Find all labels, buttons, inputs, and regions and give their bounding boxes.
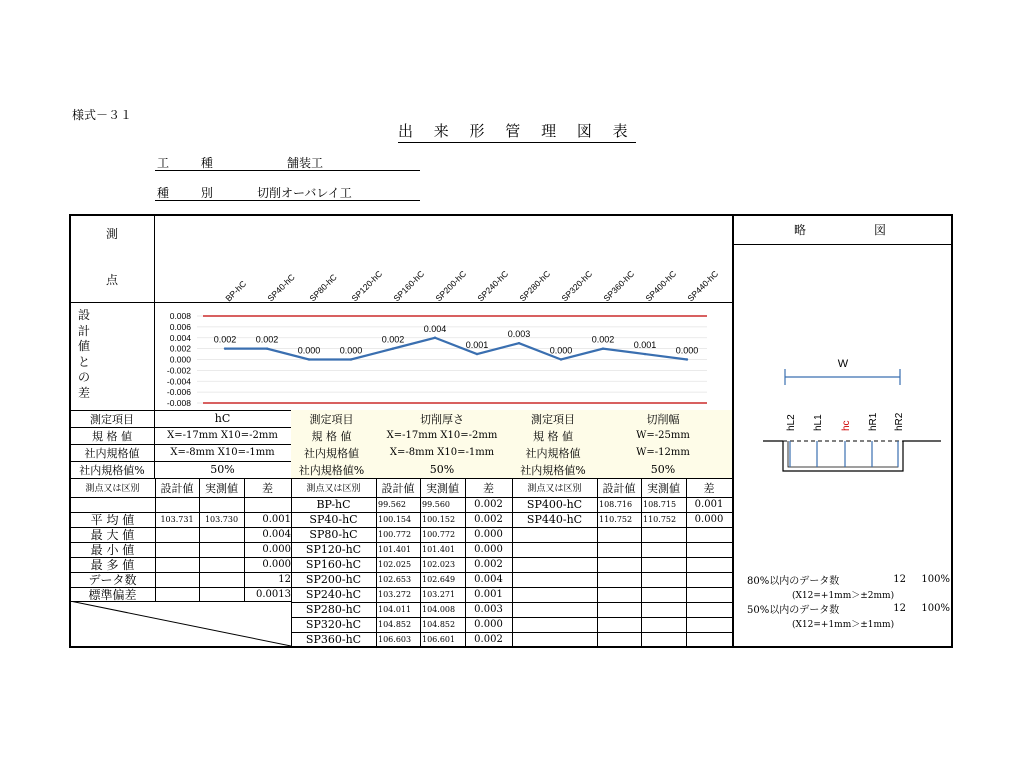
row-station: SP40-hC [309,513,358,526]
table-rule [70,497,291,498]
row-measured: 102.023 [422,560,456,569]
cut-profile [783,441,903,471]
spec-label: 社内規格値% [512,461,594,478]
row-measured: 100.772 [422,530,456,539]
stat-diff: 0.004 [262,529,291,540]
spec-value: W=-12mm [594,444,732,461]
sub-header-station: 測点又は区別 [306,484,361,494]
measure-point-label: hR2 [894,412,905,431]
category-tick-label: SP200-hC [433,268,469,304]
spec-value: X=-17mm X10=-2mm [167,430,278,441]
r50-note: (X12=+1mm＞±1mm) [792,619,895,630]
row-design: 104.852 [378,620,412,629]
row-diff: 0.000 [694,514,724,525]
stat-diff: 12 [278,574,291,585]
row-diff: 0.002 [474,559,503,570]
stat-label: データ数 [88,573,137,587]
category-tick-label: SP160-hC [391,268,427,304]
row-station: SP120-hC [305,543,362,556]
row-station: SP360-hC [305,633,362,646]
sub-header-design: 設計値 [381,481,415,495]
y-tick-label: -0.004 [166,376,191,387]
stat-measured [199,587,244,602]
y-tick-label: 0.002 [169,343,191,354]
stat-label: 標準偏差 [88,588,137,602]
sub-header-diff: 差 [262,481,273,495]
category-tick-label: SP360-hC [601,268,637,304]
row-diff: 0.001 [474,589,503,600]
y-axis-char: 値 [78,339,91,353]
row-design: 102.025 [378,560,412,569]
spec-label: 社内規格値% [79,463,145,477]
spec-value: 50% [210,463,235,476]
stat-diff: 0.0013 [256,589,291,600]
spec-label: 規 格 値 [291,427,372,444]
measure-point-label: hc [841,420,852,431]
data-point [602,347,604,349]
row-measured: 106.601 [422,635,456,644]
stat-design: 103.731 [160,515,194,524]
y-tick-label: -0.008 [166,398,191,408]
row-station: SP80-hC [309,528,358,541]
stat-measured: 103.730 [204,515,239,524]
row-design: 100.772 [378,530,412,539]
category-tick-label: SP240-hC [475,268,511,304]
data-point [266,347,268,349]
sub-header-diff: 差 [703,481,715,495]
r80-label: 80%以内のデータ数 [747,575,840,586]
data-point [308,358,310,360]
category-tick-label: SP320-hC [559,268,595,304]
data-label: 0.002 [213,334,237,345]
sub-header-station: 測点又は区別 [85,484,140,494]
ryakuzu-label-2: 図 [873,222,886,237]
data-label: 0.002 [591,334,615,345]
row-design: 100.154 [378,515,412,524]
r50-count: 12 [893,602,906,614]
stat-diff: 0.000 [262,559,291,570]
row-station: SP320-hC [305,618,362,631]
spec-label: 測定項目 [512,410,594,427]
y-axis-char: と [78,354,91,369]
row-station: SP280-hC [305,603,362,616]
stat-design [155,542,199,557]
work-type-label: 工 種 [157,156,227,170]
spec-value: W=-25mm [594,427,732,444]
row-design: 103.272 [378,590,412,599]
sub-header-measured: 実測値 [426,481,459,495]
row-design: 106.603 [378,635,412,644]
stat-measured [199,542,244,557]
stat-measured [199,557,244,572]
empty-cell-diagonal [70,601,291,646]
data-label: 0.001 [465,340,489,351]
stat-label: 最 多 値 [90,558,135,572]
work-type-value: 舗装工 [287,156,324,170]
y-axis-char: 計 [78,323,91,338]
row-measured: 101.401 [422,545,456,554]
cross-section-diagram [733,245,951,485]
category-tick-label: SP440-hC [685,268,721,304]
stat-design [155,527,199,542]
spec-label: 社内規格値 [84,446,140,460]
stat-design [155,572,199,587]
sub-header-design: 設計値 [602,481,636,495]
stat-measured [199,527,244,542]
row-measured: 110.752 [643,515,677,524]
row-diff: 0.002 [474,634,503,645]
row-station: BP-hC [316,498,351,511]
y-tick-label: -0.006 [166,387,191,398]
category-tick-label: SP40-hC [265,271,297,304]
y-tick-label: 0.000 [169,354,191,365]
r50-label: 50%以内のデータ数 [747,604,840,615]
data-point [476,353,478,355]
row-station: SP400-hC [526,498,583,511]
sokuten-label-1: 測 [105,226,118,241]
stat-design [155,557,199,572]
stat-label: 平 均 値 [90,513,135,527]
y-tick-label: 0.008 [169,311,191,321]
category-tick-label: SP400-hC [643,268,679,304]
stat-label: 最 大 値 [90,528,135,542]
stat-diff: 0.001 [262,514,291,525]
stat-measured [199,572,244,587]
y-tick-label: 0.006 [169,321,191,332]
row-design: 101.401 [378,545,412,554]
category-label: 種 別 [157,186,227,200]
y-axis-char: 差 [78,385,91,400]
row-measured: 100.152 [422,515,456,524]
row-design: 108.716 [599,500,633,509]
spec-label: 測定項目 [291,410,372,427]
row-diff: 0.000 [474,529,503,540]
category-row [155,184,420,201]
stat-diff: 0.000 [262,544,291,555]
r80-count: 12 [893,573,906,585]
row-diff: 0.004 [474,574,503,585]
row-station: SP440-hC [526,513,583,526]
spec-label: 測定項目 [90,412,134,426]
measure-point-label: hL1 [813,414,824,431]
row-measured: 108.715 [643,500,677,509]
category-tick-label: SP280-hC [517,268,553,304]
data-label: 0.000 [339,345,363,356]
sub-header-measured: 実測値 [205,481,238,495]
spec-value: 50% [372,461,512,478]
row-measured: 99.560 [422,500,450,509]
y-axis-char: 設 [78,308,91,322]
data-label: 0.003 [507,329,531,340]
data-label: 0.000 [549,345,573,356]
ryakuzu-label-1: 略 [793,222,806,237]
data-label: 0.001 [633,340,657,351]
data-point [686,358,688,360]
row-design: 104.011 [378,605,412,614]
row-station: SP200-hC [305,573,362,586]
sub-header-design: 設計値 [160,481,194,495]
data-point [434,337,436,339]
category-tick-label: SP120-hC [349,268,385,304]
data-label: 0.000 [297,345,321,356]
r50-percent: 100% [921,602,950,614]
cut-inner [788,441,898,467]
row-measured: 104.852 [422,620,456,629]
spec-label: 社内規格値 [291,444,372,461]
spec-label: 規 格 値 [512,427,594,444]
spec-value: hC [214,412,231,425]
data-point [350,358,352,360]
data-label: 0.002 [381,334,405,345]
y-tick-label: 0.004 [169,332,191,343]
category-value: 切削オーバレイ工 [257,186,352,200]
spec-label: 社内規格値% [291,461,372,478]
sub-header-diff: 差 [483,481,494,495]
row-diff: 0.001 [694,499,724,510]
row-station: SP240-hC [305,588,362,601]
work-type-row [155,154,420,171]
spec-value: 50% [594,461,732,478]
sub-header-station: 測点又は区別 [527,484,582,494]
sub-header-measured: 実測値 [647,481,680,495]
stat-design [155,587,199,602]
row-station: SP160-hC [305,558,362,571]
form-number: 様式－３１ [72,108,133,122]
data-label: 0.002 [255,334,279,345]
spec-label: 社内規格値 [512,444,594,461]
r80-percent: 100% [921,573,950,585]
measure-point-label: hL2 [786,414,797,431]
row-measured: 103.271 [422,590,456,599]
row-diff: 0.002 [474,499,503,510]
w-label: W [837,358,849,370]
row-design: 102.653 [378,575,412,584]
row-diff: 0.000 [474,544,503,555]
category-tick-label: SP80-hC [307,271,339,304]
r80-note: (X12=+1mm＞±2mm) [792,590,895,601]
spec-value: X=-8mm X10=-1mm [372,444,512,461]
document-title: 出 来 形 管 理 図 表 [398,120,636,143]
data-point [518,342,520,344]
difference-line-chart [155,216,731,410]
stat-label: 最 小 値 [90,543,135,557]
data-point [392,347,394,349]
sokuten-label-2: 点 [105,272,118,287]
spec-value: 切削幅 [594,410,732,427]
spec-value: X=-17mm X10=-2mm [372,427,512,444]
row-diff: 0.003 [474,604,503,615]
data-label: 0.000 [675,345,699,356]
y-axis-char: の [78,370,91,384]
spec-value: X=-8mm X10=-1mm [170,447,275,458]
spec-value: 切削厚さ [372,410,512,427]
row-diff: 0.000 [474,619,503,630]
row-design: 110.752 [599,515,633,524]
row-design: 99.562 [378,500,406,509]
row-diff: 0.002 [474,514,503,525]
data-point [644,353,646,355]
measure-point-label: hR1 [868,412,879,431]
y-axis-label [78,308,96,401]
category-tick-label: BP-hC [223,278,249,304]
row-measured: 104.008 [422,605,456,614]
data-label: 0.004 [423,323,447,334]
y-tick-label: -0.002 [166,365,191,376]
row-measured: 102.649 [422,575,456,584]
data-point [560,358,562,360]
data-point [224,347,226,349]
spec-label: 規 格 値 [92,429,132,443]
